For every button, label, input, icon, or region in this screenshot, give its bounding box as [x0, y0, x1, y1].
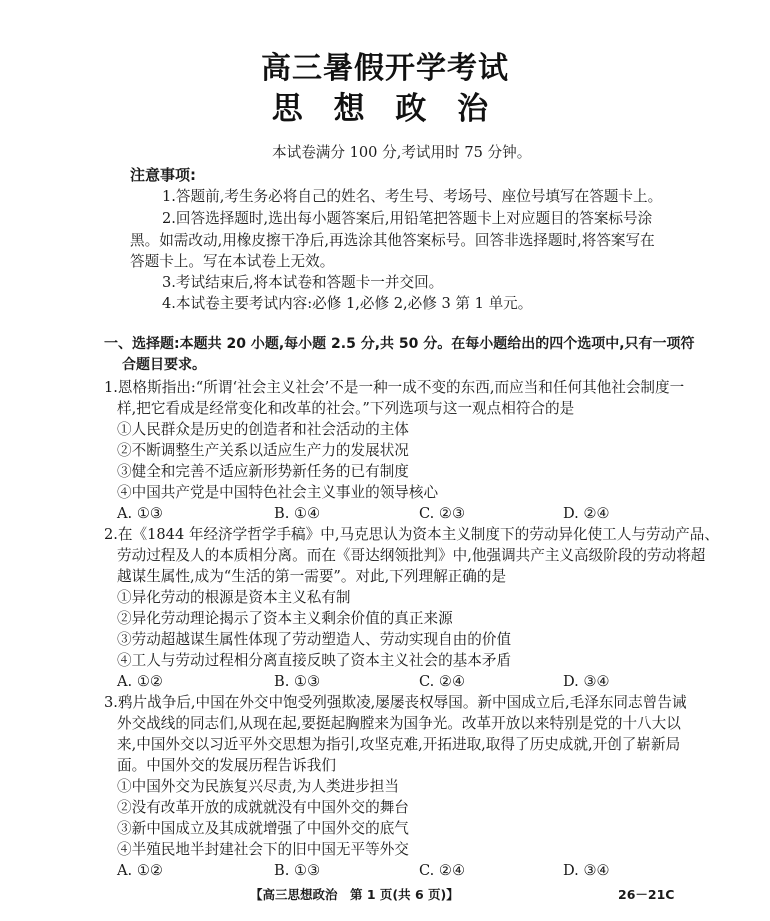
notice-line: 答题卡上。写在本试卷上无效。: [130, 253, 335, 270]
notice-line: 3.考试结束后,将本试卷和答题卡一并交回。: [162, 274, 444, 291]
question-stem: 2.在《1844 年经济学哲学手稿》中,马克思认为资本主义制度下的劳动异化使工人与劳动产品、: [104, 526, 719, 543]
section-heading: 一、选择题:本题共 20 小题,每小题 2.5 分,共 50 分。在每小题给出的四个选项中,只有一项符: [104, 336, 695, 352]
question-stem: 越谋生属性,成为“生活的第一需要”。对此,下列理解正确的是: [117, 568, 507, 585]
choice-d: D. ②④: [563, 505, 610, 522]
choice-d: D. ③④: [563, 673, 610, 690]
statement-item: ③健全和完善不适应新形势新任务的已有制度: [117, 463, 409, 480]
subject-title: 思 想 政 治: [271, 91, 499, 127]
statement-item: ②没有改革开放的成就就没有中国外交的舞台: [117, 799, 409, 816]
page-footer: 【高三思想政治 第 1 页(共 6 页)】: [250, 887, 459, 902]
choice-b: B. ①④: [274, 505, 321, 522]
choice-b: B. ①③: [274, 862, 321, 879]
notice-heading: 注意事项:: [130, 166, 196, 184]
section-heading-cont: 合题目要求。: [122, 357, 206, 373]
choice-c: C. ②④: [419, 673, 466, 690]
question-stem: 样,把它看成是经常变化和改革的社会。”下列选项与这一观点相符合的是: [117, 400, 575, 417]
exam-info: 本试卷满分 100 分,考试用时 75 分钟。: [272, 144, 532, 161]
statement-item: ①中国外交为民族复兴尽责,为人类进步担当: [117, 778, 399, 795]
statement-item: ①人民群众是历史的创造者和社会活动的主体: [117, 421, 409, 438]
statement-item: ④工人与劳动过程相分离直接反映了资本主义社会的基本矛盾: [117, 652, 512, 669]
notice-line: 4.本试卷主要考试内容:必修 1,必修 2,必修 3 第 1 单元。: [162, 295, 533, 312]
notice-line: 2.回答选择题时,选出每小题答案后,用铅笔把答题卡上对应题目的答案标号涂: [162, 210, 653, 227]
choice-a: A. ①②: [117, 862, 163, 879]
choice-a: A. ①②: [117, 673, 163, 690]
notice-line: 黑。如需改动,用橡皮擦干净后,再选涂其他答案标号。回答非选择题时,将答案写在: [130, 232, 655, 249]
statement-item: ①异化劳动的根源是资本主义私有制: [117, 589, 351, 606]
statement-item: ③新中国成立及其成就增强了中国外交的底气: [117, 820, 409, 837]
question-stem: 外交战线的同志们,从现在起,要挺起胸膛来为国争光。改革开放以来特别是党的十八大以: [117, 715, 681, 732]
notice-line: 1.答题前,考生务必将自己的姓名、考生号、考场号、座位号填写在答题卡上。: [162, 188, 663, 205]
choice-c: C. ②④: [419, 862, 466, 879]
statement-item: ④半殖民地半封建社会下的旧中国无平等外交: [117, 841, 409, 858]
statement-item: ④中国共产党是中国特色社会主义事业的领导核心: [117, 484, 439, 501]
statement-item: ②不断调整生产关系以适应生产力的发展状况: [117, 442, 409, 459]
statement-item: ②异化劳动理论揭示了资本主义剩余价值的真正来源: [117, 610, 453, 627]
question-stem: 1.恩格斯指出:“所谓‘社会主义社会’不是一种一成不变的东西,而应当和任何其他社会制度一: [104, 379, 685, 396]
choice-c: C. ②③: [419, 505, 466, 522]
choice-d: D. ③④: [563, 862, 610, 879]
exam-title: 高三暑假开学考试: [261, 51, 509, 86]
statement-item: ③劳动超越谋生属性体现了劳动塑造人、劳动实现自由的价值: [117, 631, 512, 648]
choice-b: B. ①③: [274, 673, 321, 690]
question-stem: 面。中国外交的发展历程告诉我们: [117, 757, 336, 774]
question-stem: 劳动过程及人的本质相分离。而在《哥达纲领批判》中,他强调共产主义高级阶段的劳动将超: [117, 547, 706, 564]
paper-code: 26－21C: [618, 887, 675, 902]
choice-a: A. ①③: [117, 505, 163, 522]
question-stem: 来,中国外交以习近平外交思想为指引,攻坚克难,开拓进取,取得了历史成就,开创了崭新局: [117, 736, 681, 753]
question-stem: 3.鸦片战争后,中国在外交中饱受列强欺凌,屡屡丧权辱国。新中国成立后,毛泽东同志曾告诫: [104, 694, 687, 711]
